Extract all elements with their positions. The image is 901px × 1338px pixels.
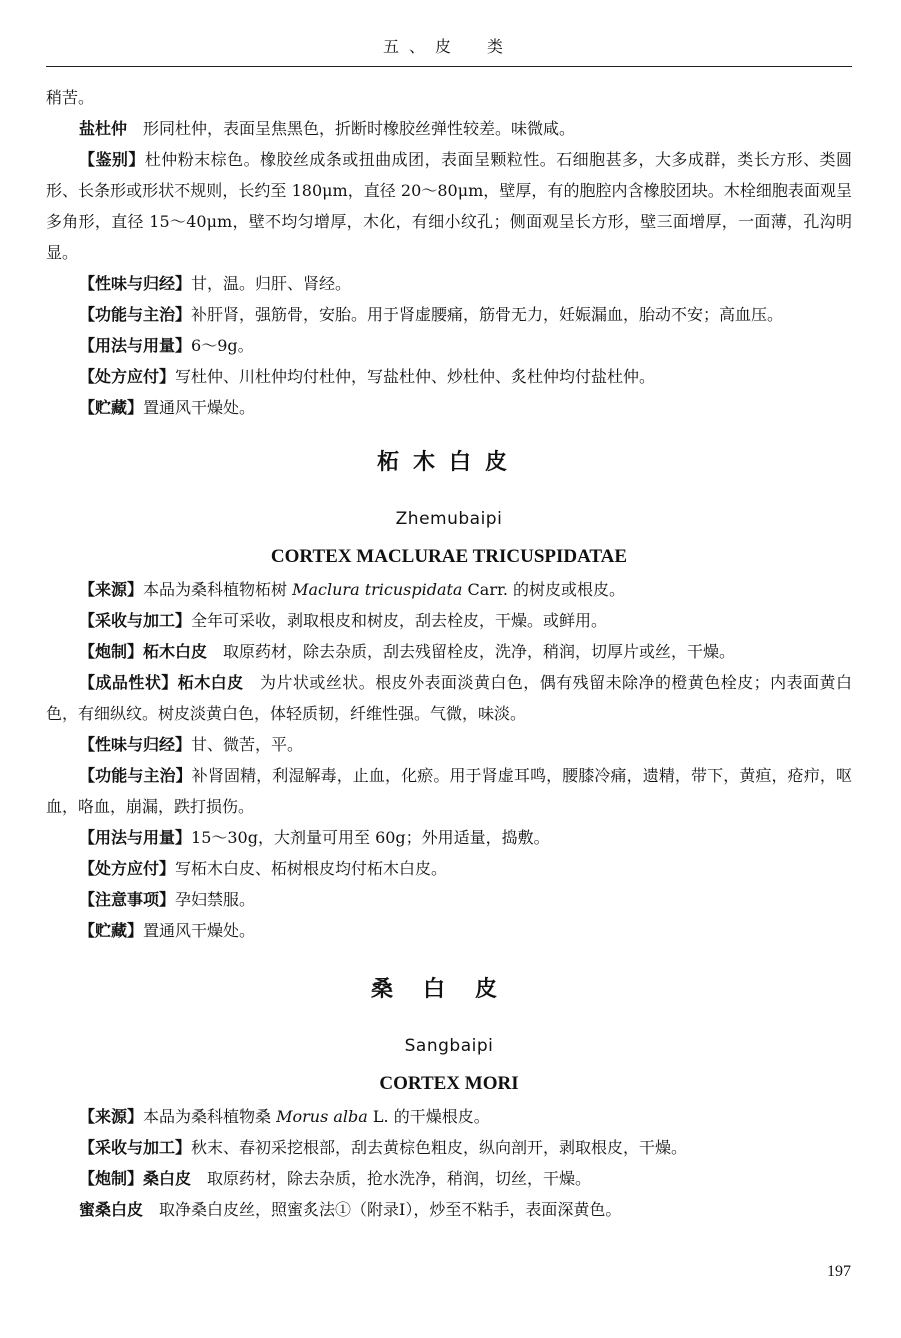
header-rule bbox=[46, 66, 852, 67]
entry-jianbie bbox=[46, 144, 852, 268]
entry-laiyuan bbox=[46, 574, 852, 605]
entry-label: 【处方应付】 bbox=[79, 859, 176, 878]
entry-text: Carr. 的树皮或根皮。 bbox=[462, 580, 626, 599]
entry-label: 【处方应付】 bbox=[79, 367, 176, 386]
entry-text: 甘、微苦，平。 bbox=[191, 735, 304, 754]
entry-label: 【性味与归经】 bbox=[79, 735, 192, 754]
entry-text: 甘，温。归肝、肾经。 bbox=[191, 274, 352, 293]
entry-text: 写柘木白皮、柘树根皮均付柘木白皮。 bbox=[175, 859, 448, 878]
entry-chufang bbox=[46, 361, 852, 392]
continued-text: 稍苦。 bbox=[46, 88, 95, 107]
entry-label: 【炮制】 bbox=[79, 1169, 144, 1188]
section-latin-name: CORTEX MACLURAE TRICUSPIDATAE bbox=[270, 546, 628, 567]
entry-text: 6～9g。 bbox=[191, 336, 254, 355]
entry-name: 蜜桑白皮 bbox=[79, 1200, 144, 1219]
entry-gongneng bbox=[46, 299, 852, 330]
entry-caishou bbox=[46, 1132, 852, 1163]
entry-text: 本品为桑科植物桑 bbox=[143, 1107, 277, 1126]
entry-text: 形同杜仲，表面呈焦黑色，折断时橡胶丝弹性较差。味微咸。 bbox=[143, 119, 576, 138]
entry-paozhi bbox=[46, 636, 852, 667]
entry-label: 【采收与加工】 bbox=[79, 611, 192, 630]
entry-name: 柘木白皮 bbox=[177, 673, 244, 692]
entry-yan-duzhong bbox=[46, 113, 852, 144]
entry-caishou bbox=[46, 605, 852, 636]
entry-laiyuan bbox=[46, 1101, 852, 1132]
entry-text: 取原药材，除去杂质，刮去残留栓皮，洗净，稍润，切厚片或丝，干燥。 bbox=[223, 642, 736, 661]
entry-mi-sangbaipi bbox=[46, 1194, 852, 1225]
entry-gongneng bbox=[46, 760, 852, 822]
running-header: 五、皮 类 bbox=[382, 37, 513, 56]
entry-xingwei bbox=[46, 729, 852, 760]
entry-text: L. 的干燥根皮。 bbox=[367, 1107, 490, 1126]
entry-label: 【来源】 bbox=[79, 580, 144, 599]
section-pinyin: Sangbaipi bbox=[404, 1036, 494, 1056]
entry-text: 杜仲粉末棕色。橡胶丝成条或扭曲成团，表面呈颗粒性。石细胞甚多，大多成群，类长方形、类圆形、长条形或形状不规则，长约至 180μm，直径 20～80μm，壁厚，有的胞腔内含橡胶团块。木栓细胞表面观呈多角形，直径 15～40μm，壁不均匀增厚，木化，有细小纹孔；侧面观呈长方形，壁三面增厚，一面薄，孔沟明显。 bbox=[46, 150, 852, 262]
section-title-sangbaipi: 桑白皮 bbox=[370, 977, 527, 1002]
entry-text: 秋末、春初采挖根部，刮去黄棕色粗皮，纵向剖开，剥取根皮，干燥。 bbox=[191, 1138, 688, 1157]
entry-xingwei bbox=[46, 268, 852, 299]
entry-label: 【鉴别】 bbox=[79, 150, 145, 169]
entry-label: 【采收与加工】 bbox=[79, 1138, 192, 1157]
entry-chufang bbox=[46, 853, 852, 884]
entry-chengpin bbox=[46, 667, 852, 729]
entry-label: 【来源】 bbox=[79, 1107, 144, 1126]
entry-text: 补肝肾，强筋骨，安胎。用于肾虚腰痛，筋骨无力，妊娠漏血，胎动不安；高血压。 bbox=[191, 305, 784, 324]
entry-label: 【注意事项】 bbox=[79, 890, 176, 909]
section-title-zhemubaipi: 柘木白皮 bbox=[376, 450, 521, 475]
entry-paozhi bbox=[46, 1163, 852, 1194]
entry-label: 【贮藏】 bbox=[79, 398, 144, 417]
entry-label: 【贮藏】 bbox=[79, 921, 144, 940]
entry-label: 【用法与用量】 bbox=[79, 828, 192, 847]
entry-name: 盐杜仲 bbox=[79, 119, 128, 138]
latin-species: Morus alba bbox=[276, 1107, 368, 1126]
page-body bbox=[46, 82, 852, 1225]
entry-zhucang bbox=[46, 915, 852, 946]
latin-species: Maclura tricuspidata bbox=[292, 580, 463, 599]
entry-label: 【用法与用量】 bbox=[79, 336, 192, 355]
entry-label: 【功能与主治】 bbox=[79, 305, 192, 324]
entry-text: 本品为桑科植物柘树 bbox=[143, 580, 293, 599]
entry-text: 补肾固精，利湿解毒，止血，化瘀。用于肾虚耳鸣，腰膝冷痛，遗精，带下，黄疸，疮疖，呕血，咯血，崩漏，跌打损伤。 bbox=[46, 766, 852, 816]
entry-text: 取净桑白皮丝，照蜜炙法①（附录Ⅰ），炒至不粘手，表面深黄色。 bbox=[159, 1200, 622, 1219]
entry-text: 置通风干燥处。 bbox=[143, 398, 256, 417]
entry-zhuyi bbox=[46, 884, 852, 915]
entry-text: 置通风干燥处。 bbox=[143, 921, 256, 940]
entry-text: 孕妇禁服。 bbox=[175, 890, 256, 909]
entry-label: 【成品性状】 bbox=[79, 673, 178, 692]
entry-text: 15～30g，大剂量可用至 60g；外用适量，捣敷。 bbox=[191, 828, 550, 847]
entry-yongfa bbox=[46, 330, 852, 361]
entry-text: 为片状或丝状。根皮外表面淡黄白色，偶有残留未除净的橙黄色栓皮；内表面黄白色，有细纵纹。树皮淡黄白色，体轻质韧，纤维性强。气微，味淡。 bbox=[46, 673, 852, 723]
entry-text: 写杜仲、川杜仲均付杜仲，写盐杜仲、炒杜仲、炙杜仲均付盐杜仲。 bbox=[175, 367, 656, 386]
entry-name: 桑白皮 bbox=[143, 1169, 192, 1188]
entry-text: 全年可采收，剥取根皮和树皮，刮去栓皮，干燥。或鲜用。 bbox=[191, 611, 608, 630]
entry-name: 柘木白皮 bbox=[143, 642, 208, 661]
entry-label: 【功能与主治】 bbox=[79, 766, 192, 785]
entry-text: 取原药材，除去杂质，抢水洗净，稍润，切丝，干燥。 bbox=[207, 1169, 592, 1188]
page-number: 197 bbox=[827, 1263, 851, 1280]
entry-zhucang bbox=[46, 392, 852, 423]
entry-label: 【性味与归经】 bbox=[79, 274, 192, 293]
entry-label: 【炮制】 bbox=[79, 642, 144, 661]
entry-yongfa bbox=[46, 822, 852, 853]
section-latin-name: CORTEX MORI bbox=[379, 1073, 519, 1094]
section-pinyin: Zhemubaipi bbox=[395, 509, 503, 529]
